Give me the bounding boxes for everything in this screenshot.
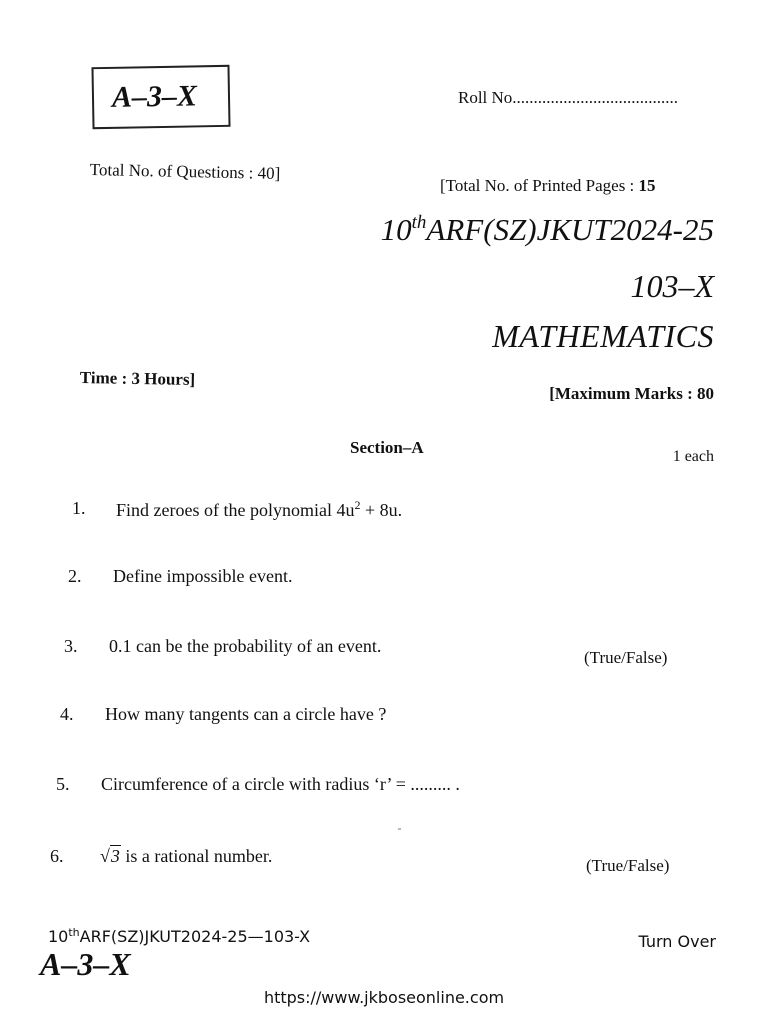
turn-over-note: Turn Over xyxy=(638,932,716,951)
square-root-symbol: √3 xyxy=(100,846,120,866)
true-false-note: (True/False) xyxy=(584,648,668,667)
footer-code-prefix: 10 xyxy=(48,927,69,946)
roll-number-field: Roll No....................................... xyxy=(458,88,679,107)
question-text xyxy=(116,498,402,521)
footer-paper-code: A–3–X xyxy=(40,946,131,982)
source-url[interactable]: https://www.jkboseonline.com xyxy=(263,988,505,1007)
question-number: 4. xyxy=(60,704,74,724)
question-number: 1. xyxy=(72,498,86,518)
paper-code-box xyxy=(91,65,230,129)
printed-pages-label: [Total No. of Printed Pages : xyxy=(440,176,635,195)
question-text xyxy=(100,846,272,867)
question-exponent: 2 xyxy=(354,498,361,512)
question-number: 2. xyxy=(68,566,82,586)
subject-title: MATHEMATICS xyxy=(492,318,714,354)
question-text: 0.1 can be the probability of an event. xyxy=(109,636,382,656)
time-allowed: Time : 3 Hours] xyxy=(79,368,196,390)
question-text-tail: + 8u. xyxy=(360,500,403,520)
question-text-main: is a rational number. xyxy=(120,846,273,866)
series-rest: ARF(SZ)JKUT2024-25 xyxy=(426,212,714,247)
question-text: How many tangents can a circle have ? xyxy=(105,704,387,724)
section-marks-note: 1 each xyxy=(672,448,714,465)
question-2 xyxy=(68,566,688,592)
question-1 xyxy=(72,498,692,524)
exam-series-code xyxy=(381,212,714,248)
series-prefix: 10 xyxy=(380,212,412,247)
question-3 xyxy=(64,636,694,666)
question-number: 6. xyxy=(50,846,64,866)
paper-code: A–3–X xyxy=(111,79,198,114)
question-number: 3. xyxy=(64,636,78,656)
series-sup: th xyxy=(411,212,427,233)
question-number: 5. xyxy=(56,774,70,794)
footer-code-sup: th xyxy=(68,926,80,939)
question-text: Circumference of a circle with radius ‘r’ = ......... . xyxy=(101,774,460,794)
footer-code-rest: ARF(SZ)JKUT2024-25—103-X xyxy=(79,927,311,946)
radicand: 3 xyxy=(110,846,120,866)
scan-speck xyxy=(398,828,401,830)
total-printed-pages xyxy=(440,176,656,196)
section-title: Section–A xyxy=(350,438,424,457)
footer-exam-code xyxy=(48,926,310,946)
question-text: Define impossible event. xyxy=(113,566,293,586)
printed-pages-value: 15 xyxy=(638,176,656,195)
question-6 xyxy=(50,846,690,878)
question-text-main: Find zeroes of the polynomial 4u xyxy=(116,500,355,520)
subject-code: 103–X xyxy=(630,268,714,304)
question-5 xyxy=(56,774,676,800)
true-false-note: (True/False) xyxy=(586,856,670,875)
maximum-marks: [Maximum Marks : 80 xyxy=(549,384,714,403)
question-4 xyxy=(60,704,680,730)
total-questions: Total No. of Questions : 40] xyxy=(89,160,281,183)
